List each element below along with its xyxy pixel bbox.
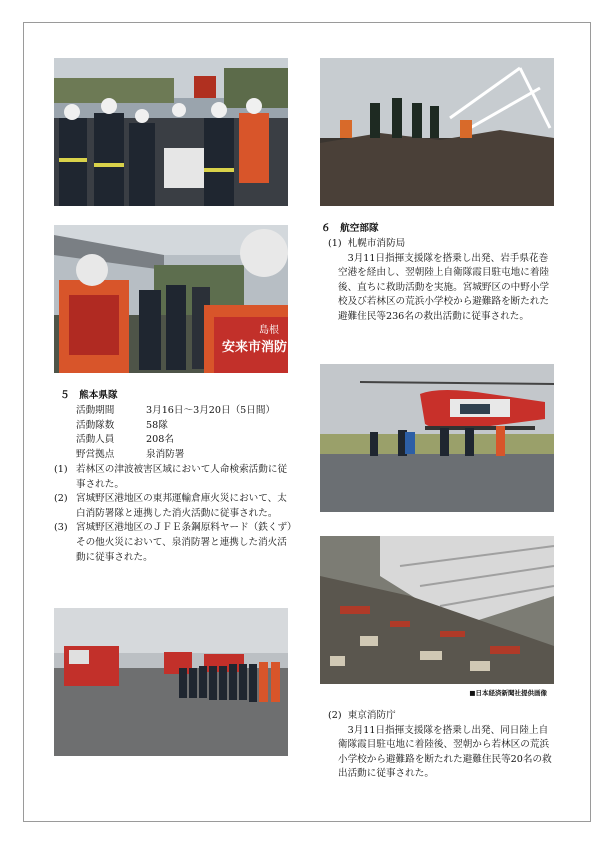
photo-yasugi-firefighters [54, 225, 288, 373]
detail-label: 活動期間 [76, 405, 115, 416]
sub1-title-row [328, 237, 556, 252]
sub2-title-row [328, 709, 556, 724]
item-text: 宮城野区港地区の東邦運輸倉庫火災において、太白消防署隊と連携した消火活動に従事された。 [76, 493, 287, 519]
section6-heading: ６ 航空部隊 [321, 223, 379, 234]
sub1-title: 札幌市消防局 [347, 238, 406, 249]
detail-value: 58隊 [146, 419, 168, 431]
detail-row [76, 433, 296, 448]
sub1-number: (1) [328, 238, 342, 249]
sub2-number: (2) [328, 710, 342, 721]
item-text: 若林区の津波被害区域において人命検索活動に従事された。 [76, 464, 288, 490]
detail-row [76, 448, 296, 463]
photo-firefighters-meeting [54, 58, 288, 206]
section6-sub1 [328, 237, 556, 325]
photo-aerial-debris [320, 536, 554, 684]
item-text: 宮城野区港地区のＪＦＥ条鋼原料ヤード（鉄くず）その他火災において、泉消防署と連携した消火活動に従事された。 [76, 522, 292, 563]
photo-credit: ■日本経済新聞社提供画像 [469, 689, 547, 697]
detail-value: 3月16日～3月20日（5日間） [146, 405, 276, 416]
photo-rubble-crane [320, 58, 554, 206]
detail-value: 208名 [146, 434, 174, 446]
section5-items [54, 463, 292, 565]
detail-value: 泉消防署 [146, 448, 185, 460]
sub1-text: 3月11日指揮支援隊を搭乗し出発、岩手県花巻空港を経由し、翌朝陸上自衛隊霞目駐屯地に着陸後、直ちに救助活動を実施。宮城野区の中野小学校及び若林区の荒浜小学校から避難路を断たれた避難住民等236名の救出活動に従事された。 [338, 252, 550, 322]
list-item [54, 492, 292, 521]
detail-row [76, 419, 296, 434]
detail-row [76, 404, 296, 419]
list-item [54, 521, 292, 565]
sub2-text: 3月11日指揮支援隊を搭乗し出発、同日陸上自衛隊霞目駐屯地に着陸後、翌朝から若林区の荒浜小学校から避難路を断たれた避難住民等20名の救出活動に従事された。 [338, 724, 552, 780]
vest-text-line2: 安来市消防 [222, 340, 288, 355]
item-number: (3) [54, 522, 68, 534]
detail-label: 活動人員 [76, 434, 115, 446]
section6-sub2 [328, 709, 556, 782]
sub2-title: 東京消防庁 [347, 710, 396, 721]
photo-fire-trucks-lineup [54, 608, 288, 756]
section5-details [76, 404, 296, 462]
item-number: (1) [54, 464, 68, 475]
section5-heading: ５ 熊本県隊 [60, 390, 118, 401]
list-item [54, 463, 292, 492]
photo-helicopter [320, 364, 554, 512]
item-number: (2) [54, 493, 68, 505]
vest-text-line1: 島根 [259, 325, 279, 336]
detail-label: 活動隊数 [76, 419, 115, 431]
detail-label: 野営拠点 [76, 448, 115, 460]
